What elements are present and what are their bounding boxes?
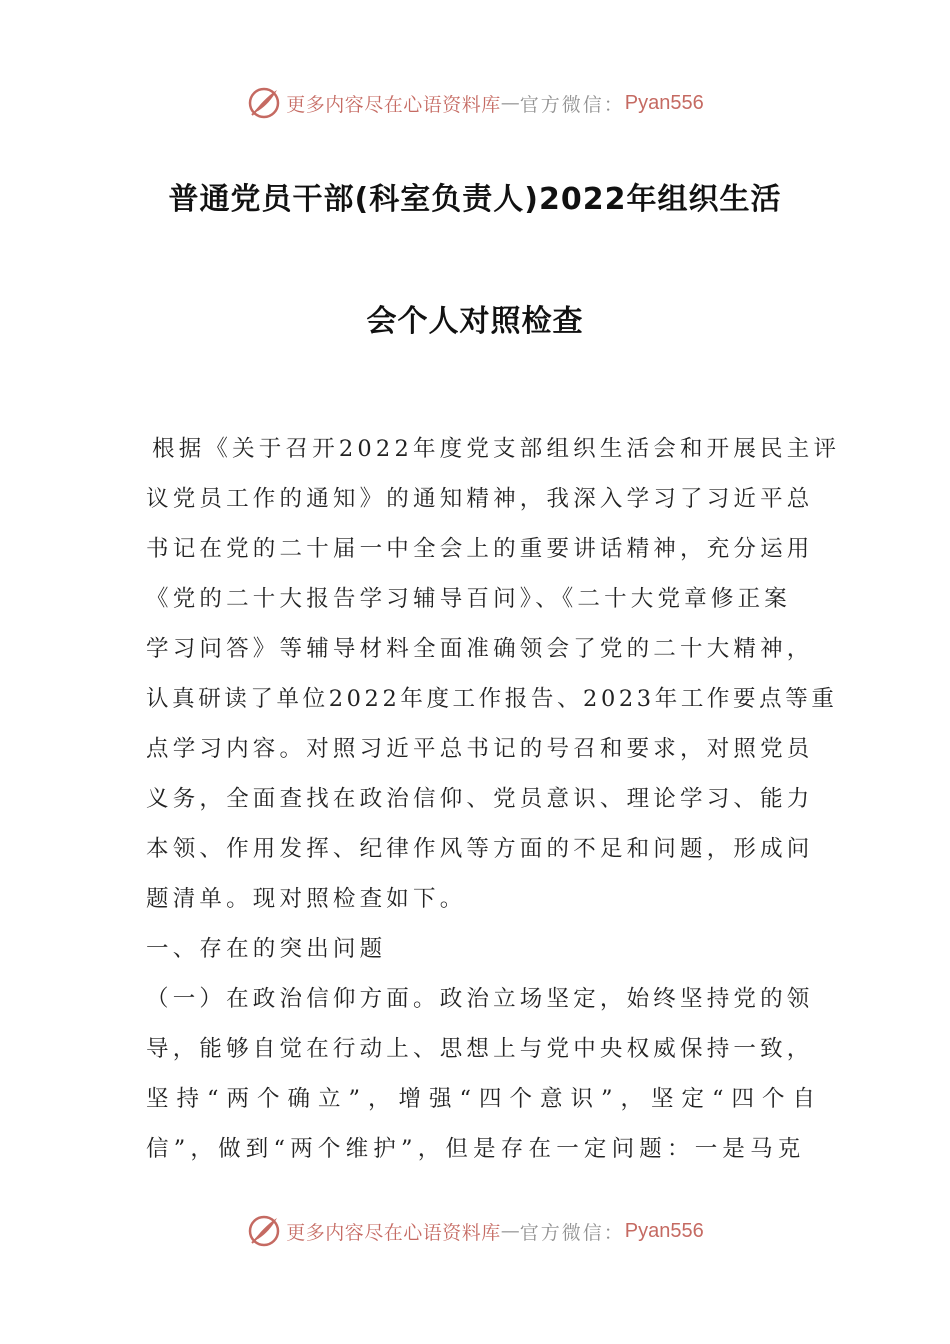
watermark-dash: — — [500, 1220, 520, 1242]
body-line: 认真研读了单位2022年度工作报告、2023年工作要点等重 — [146, 686, 838, 712]
body-line: 信”，做到“两个维护”，但是存在一定问题：一是马克 — [146, 1136, 806, 1162]
watermark-official: 官方微信： — [519, 1221, 625, 1244]
body-line: 坚持“两个确立”，增强“四个意识”，坚定“四个自 — [146, 1086, 824, 1112]
quill-logo-icon — [246, 1213, 282, 1249]
footer-watermark — [0, 1211, 950, 1251]
body-line: 导，能够自觉在行动上、思想上与党中央权威保持一致， — [146, 1036, 814, 1062]
body-line: 学习问答》等辅导材料全面准确领会了党的二十大精神， — [146, 636, 814, 662]
body-line: 点学习内容。对照习近平总书记的号召和要求，对照党员 — [146, 736, 814, 762]
quill-logo-icon — [246, 85, 282, 121]
body-line: 义务，全面查找在政治信仰、党员意识、理论学习、能力 — [146, 786, 814, 812]
body-line: 题清单。现对照检查如下。 — [146, 886, 467, 912]
document-body — [146, 424, 841, 1174]
watermark-dash: — — [500, 92, 520, 114]
document-title-line-1: 普通党员干部(科室负责人)2022年组织生活 — [168, 182, 782, 217]
body-line: 根据《关于召开2022年度党支部组织生活会和开展民主评 — [152, 436, 841, 462]
watermark-wechat-id: Pyan556 — [624, 91, 704, 114]
document-title-line-2: 会个人对照检查 — [366, 304, 584, 339]
body-line: 本领、作用发挥、纪律作风等方面的不足和问题，形成问 — [146, 836, 814, 862]
body-line: 书记在党的二十届一中全会上的重要讲话精神，充分运用 — [146, 536, 814, 562]
body-line: 《党的二十大报告学习辅导百问》、《二十大党章修正案 — [146, 586, 792, 612]
watermark-wechat-id: Pyan556 — [624, 1219, 704, 1242]
body-line: 议党员工作的通知》的通知精神，我深入学习了习近平总 — [146, 486, 814, 512]
watermark-text: 更多内容尽在心语资料库 — [286, 1221, 501, 1244]
watermark-text: 更多内容尽在心语资料库 — [286, 93, 501, 116]
header-watermark — [0, 83, 950, 123]
watermark-official: 官方微信： — [519, 93, 625, 116]
section-heading: 一、存在的突出问题 — [146, 936, 387, 962]
body-line: （一）在政治信仰方面。政治立场坚定，始终坚持党的领 — [146, 986, 814, 1012]
